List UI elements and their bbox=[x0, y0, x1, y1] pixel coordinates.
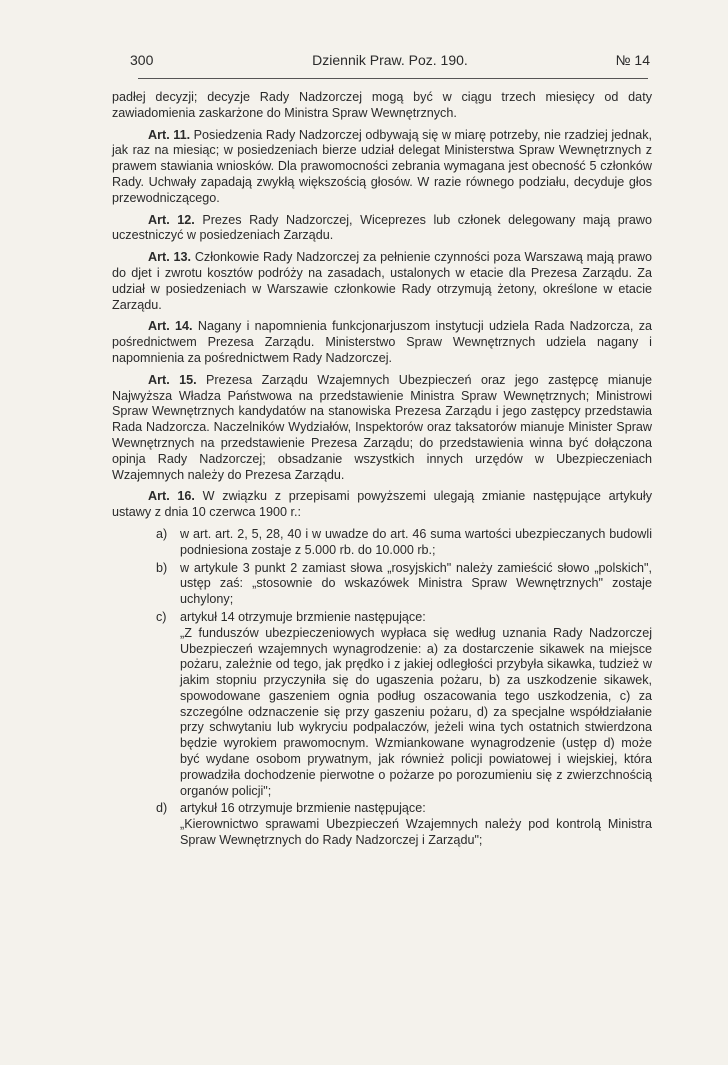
article-text: Członkowie Rady Nadzorczej za pełnienie czynności poza Warszawą mają prawo do djet i zwrotu kosztów podróży na zasadach, ustalonych w etacie dla Prezesa Zarządu. Za udział w posiedzeniach w Warszawie członkowie Rady otrzymują żetony, określone w etacie Zarządu. bbox=[112, 250, 653, 312]
document-body bbox=[112, 90, 652, 851]
list-item-c bbox=[156, 610, 652, 800]
header-rule bbox=[138, 78, 648, 79]
list-item-text: w artykule 3 punkt 2 zamiast słowa „rosyjskich" należy zamieścić słowo „polskich", ustęp zaś: „stosownie do wskazówek Ministra Spraw Wewnętrznych" zostaje uchylony; bbox=[180, 560, 652, 607]
article-label: Art. 13. bbox=[148, 250, 191, 265]
paragraph-text: padłej decyzji; decyzje Rady Nadzorczej mogą być w ciągu trzech miesięcy od daty zawiadomienia zaskarżone do Ministra Spraw Wewnętrznych. bbox=[112, 90, 652, 120]
quoted-text: „Z funduszów ubezpieczeniowych wypłaca się według uznania Rady Nadzorczej Ubezpieczeń wzajemnych wynagrodzenie: a) za dostarczenie sikawek na miejsce pożaru, zależnie od tego, jak prędko i z jakiej odległości przybyła sikawka, tudzież w jakim stopniu przyczyniła się do ugaszenia pożaru, b) za uszkodzenie sikawek, spowodowane gaszeniem ognia podług oszacowania tego uszkodzenia, c) za szczególne odznaczenie się przy gaszeniu pożaru, d) za specjalne współdziałanie przy schwytaniu lub wykryciu podpalaczów, jeżeli wina tych ostatnich stwierdzona będzie wyrokiem prawomocnym. Wzmiankowane wynagrodzenie (ustęp d) może być wydane osobom prywatnym, jak również policji powiatowej i wiejskiej, która prowadziła dochodzenie pierwotne o pożarze po porozumieniu się z zwierzchnością organów policji"; bbox=[180, 625, 652, 798]
article-12 bbox=[112, 213, 652, 245]
article-text: Prezesa Zarządu Wzajemnych Ubezpieczeń oraz jego zastępcę mianuje Najwyższa Władza Państwowa na przedstawienie Ministra Spraw Wewnętrznych; Ministrowi Spraw Wewnętrznych kandydatów na stanowiska Prezesa Zarządu i jego zastępcy przedstawia Rada Nadzorcza. Naczelników Wydziałów, Inspektorów oraz taksatorów mianuje Minister Spraw Wewnętrznych na przedstawienie Prezesa Zarządu; do przedstawienia winna być dołączona opinja Rady Nadzorczej; obsadzanie wszystkich innych urzędów w Ubezpieczeniach Wzajemnych należy do Prezesa Zarządu. bbox=[112, 372, 652, 482]
article-16 bbox=[112, 489, 652, 521]
article-text: Nagany i napomnienia funkcjonarjuszom instytucji udziela Rada Nadzorcza, za pośrednictwem Prezesa Zarządu. Ministerstwo Spraw Wewnętrznych udziela nagany i napomnienia za pośrednictwem Rady Nadzorczej. bbox=[112, 319, 652, 365]
article-text: W związku z przepisami powyższemi ulegają zmianie następujące artykuły ustawy z dnia 10 czerwca 1900 r.: bbox=[112, 489, 652, 520]
list-marker: b) bbox=[156, 560, 168, 575]
amendment-list bbox=[156, 527, 652, 849]
list-item-d bbox=[156, 801, 652, 848]
list-marker: d) bbox=[156, 801, 168, 816]
issue-number: № 14 bbox=[615, 52, 650, 68]
article-label: Art. 14. bbox=[148, 319, 193, 334]
list-marker: c) bbox=[156, 609, 167, 624]
paragraph-continuation bbox=[112, 90, 652, 122]
article-11 bbox=[112, 128, 652, 207]
article-text: Prezes Rady Nadzorczej, Wiceprezes lub członek delegowany mają prawo uczestniczyć w posiedzeniach Zarządu. bbox=[112, 212, 653, 243]
page-header bbox=[130, 52, 650, 72]
article-14 bbox=[112, 319, 652, 366]
article-label: Art. 15. bbox=[148, 372, 197, 387]
quoted-text: „Kierownictwo sprawami Ubezpieczeń Wzajemnych należy pod kontrolą Ministra Spraw Wewnętrznych do Rady Nadzorczej i Zarządu"; bbox=[180, 817, 652, 848]
article-label: Art. 16. bbox=[148, 489, 195, 504]
article-label: Art. 11. bbox=[148, 127, 191, 142]
article-13 bbox=[112, 250, 652, 313]
list-item-text: w art. art. 2, 5, 28, 40 i w uwadze do art. 46 suma wartości ubezpieczanych budowli podniesiona zostaje z 5.000 rb. do 10.000 rb.; bbox=[180, 526, 652, 557]
list-item-b bbox=[156, 561, 652, 608]
article-label: Art. 12. bbox=[148, 212, 195, 227]
list-marker: a) bbox=[156, 526, 168, 541]
page-number: 300 bbox=[130, 52, 154, 68]
journal-title: Dziennik Praw. Poz. 190. bbox=[312, 52, 468, 68]
list-item-a bbox=[156, 527, 652, 559]
article-text: Posiedzenia Rady Nadzorczej odbywają się w miarę potrzeby, nie rzadziej jednak, jak raz na miesiąc; w posiedzeniach bierze udział delegat Ministerstwa Spraw Wewnętrznych z prawem stawiania wniosków. Dla prawomocności zebrania wymagana jest obecność 5 członków Rady. Uchwały zapadają zwykłą większością głosów. W razie równego podziału, decyduje głos przewodniczącego. bbox=[112, 127, 652, 205]
list-item-text: artykuł 16 otrzymuje brzmienie następujące: bbox=[180, 801, 426, 816]
article-15 bbox=[112, 373, 652, 484]
list-item-text: artykuł 14 otrzymuje brzmienie następujące: bbox=[180, 609, 426, 624]
